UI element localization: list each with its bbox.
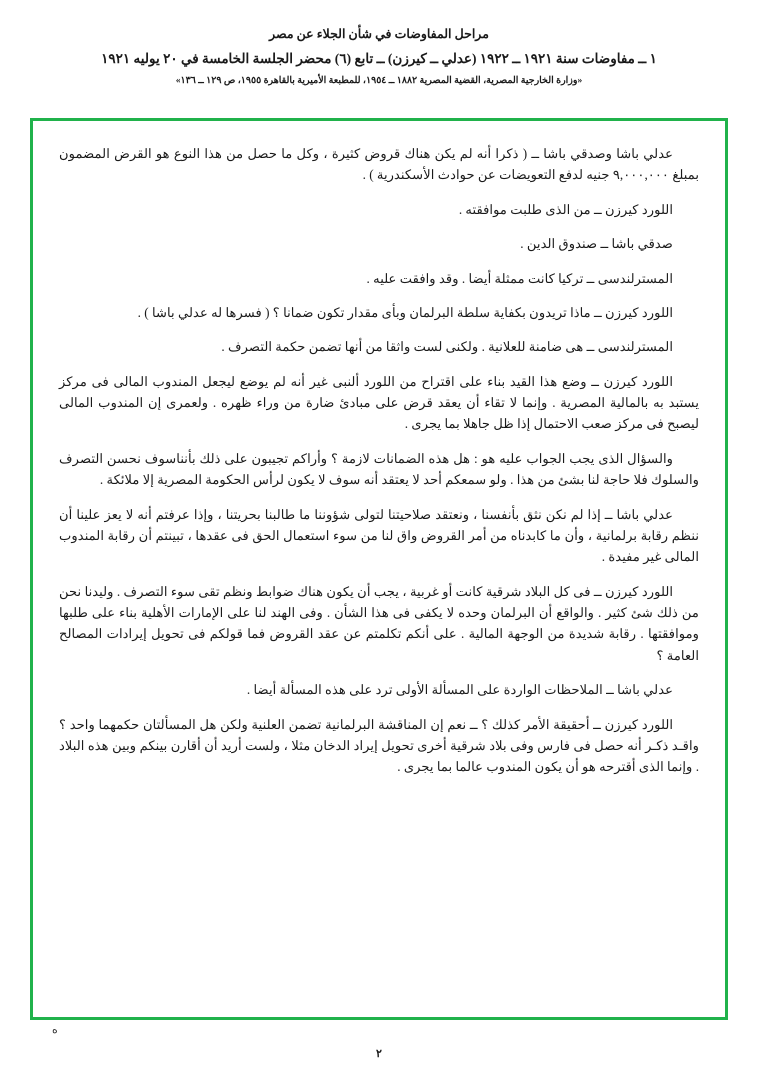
document-body [33, 121, 725, 1017]
green-border-frame [30, 118, 728, 1020]
body-paragraph: اللورد كيرزن ــ أحقيقة الأمر كذلك ؟ ــ نعم إن المناقشة البرلمانية تضمن العلنية ولكن هل المسألتان حكمهما واحد ؟ واقـد ذكـر أنه حصل فى فارس وفى بلاد شرقية أخرى تحويل إيراد الدخان مثلا ، ولست أريد أن أقارن بينكم وبين هذه البلاد . وإنما الذى أقترحه هو أن يكون المندوب عالما بما يجرى . [59, 716, 699, 775]
document-title: مراحل المفاوضات في شأن الجلاء عن مصر [269, 27, 489, 41]
body-paragraph: المسترلندسى ــ هى ضامنة للعلانية . ولكنى لست واثقا من أنها تضمن حكمة التصرف . [221, 339, 673, 355]
body-paragraph: والسؤال الذى يجب الجواب عليه هو : هل هذه الضمانات لازمة ؟ وأراكم تجيبون على ذلك بأنناسوف نحسن التصرف والسلوك فلا حاجة لنا بشئ من هذا . ولو سمعكم أحد لا يعتقد أنه سوف لا يكون لرأس الحكومة المصرية إلا ملائكة . [59, 450, 699, 488]
document-subtitle: ١ ــ مفاوضات سنة ١٩٢١ ــ ١٩٢٢ (عدلي ــ كيرزن) ــ تابع (٦) محضر الجلسة الخامسة في ٢٠ يوليه ١٩٢١ [101, 51, 657, 67]
body-paragraph: اللورد كيرزن ــ ماذا تريدون بكفاية سلطة البرلمان وبأى مقدار تكون ضمانا ؟ ( فسرها له عدلي باشا ) . [137, 304, 673, 320]
body-paragraph: اللورد كيرزن ــ من الذى طلبت موافقته . [458, 201, 673, 217]
body-paragraph: عدلي باشا وصدقي باشا ــ ( ذكرا أنه لم يكن هناك قروض كثيرة ، وكل ما حصل من هذا النوع هو القرض المضمون بمبلغ ٩,٠٠٠,٠٠٠ جنيه لدفع التعويضات عن حوادث الأسكندرية ) . [59, 146, 699, 183]
document-source-citation: «وزارة الخارجية المصرية، القضية المصرية ١٨٨٢ ــ ١٩٥٤، للمطبعة الأميرية بالقاهرة ١٩٥٥، ص ١٢٩ ــ ١٣٦» [175, 76, 583, 87]
corner-mark: ه [52, 1024, 58, 1036]
document-header [0, 0, 758, 88]
body-paragraph: المسترلندسى ــ تركيا كانت ممثلة أيضا . وقد وافقت عليه . [366, 270, 673, 286]
body-paragraph: اللورد كيرزن ــ وضع هذا القيد بناء على اقتراح من اللورد ألنبى غير أنه لم يوضع ليجعل المندوب المالى فى مركز يستبد به بالمالية المصرية . وإنما لا تقاء أن يعقد قرض على مبادئ ضارة من وراء ظهره . ولعمرى إن المندوب المالى ليصبح فى مركز صعب الاحتمال إذا ظل جاهلا بما يجرى . [59, 373, 699, 432]
page-number: ٢ [376, 1048, 382, 1060]
body-paragraph: صدقي باشا ــ صندوق الدين . [520, 236, 673, 252]
body-paragraph: عدلي باشا ــ إذا لم نكن نثق بأنفسنا ، ونعتقد صلاحيتنا لتولى شؤوننا ما طالبنا بحريتنا ، وإذا عرفتم أنه لا يعز علينا أن ننظم رقابة برلمانية ، وأن ما كابدناه من أمر القروض واق لنا من سوء استعمال الحق فى عقدها ، تبينتم أن رقابة المندوب المالى غير مفيدة . [59, 506, 699, 565]
body-paragraph: عدلي باشا ــ الملاحظات الواردة على المسألة الأولى ترد على هذه المسألة أيضا . [246, 682, 673, 698]
body-paragraph: اللورد كيرزن ــ فى كل البلاد شرقية كانت أو غربية ، يجب أن يكون هناك ضوابط ونظم تقى سوء التصرف . وليدنا نحن من ذلك شئ كثير . والواقع أن البرلمان وحده لا يكفى فى هذا الشأن . وفى الهند لنا على الإمارات الأهلية بناء على طلبها وموافقتها . رقابة شديدة من الوجهة المالية . على أنكم تكلمتم عن عقد القروض فما قولكم فى تحويل إيرادات المصالح العامة ؟ [59, 583, 699, 663]
